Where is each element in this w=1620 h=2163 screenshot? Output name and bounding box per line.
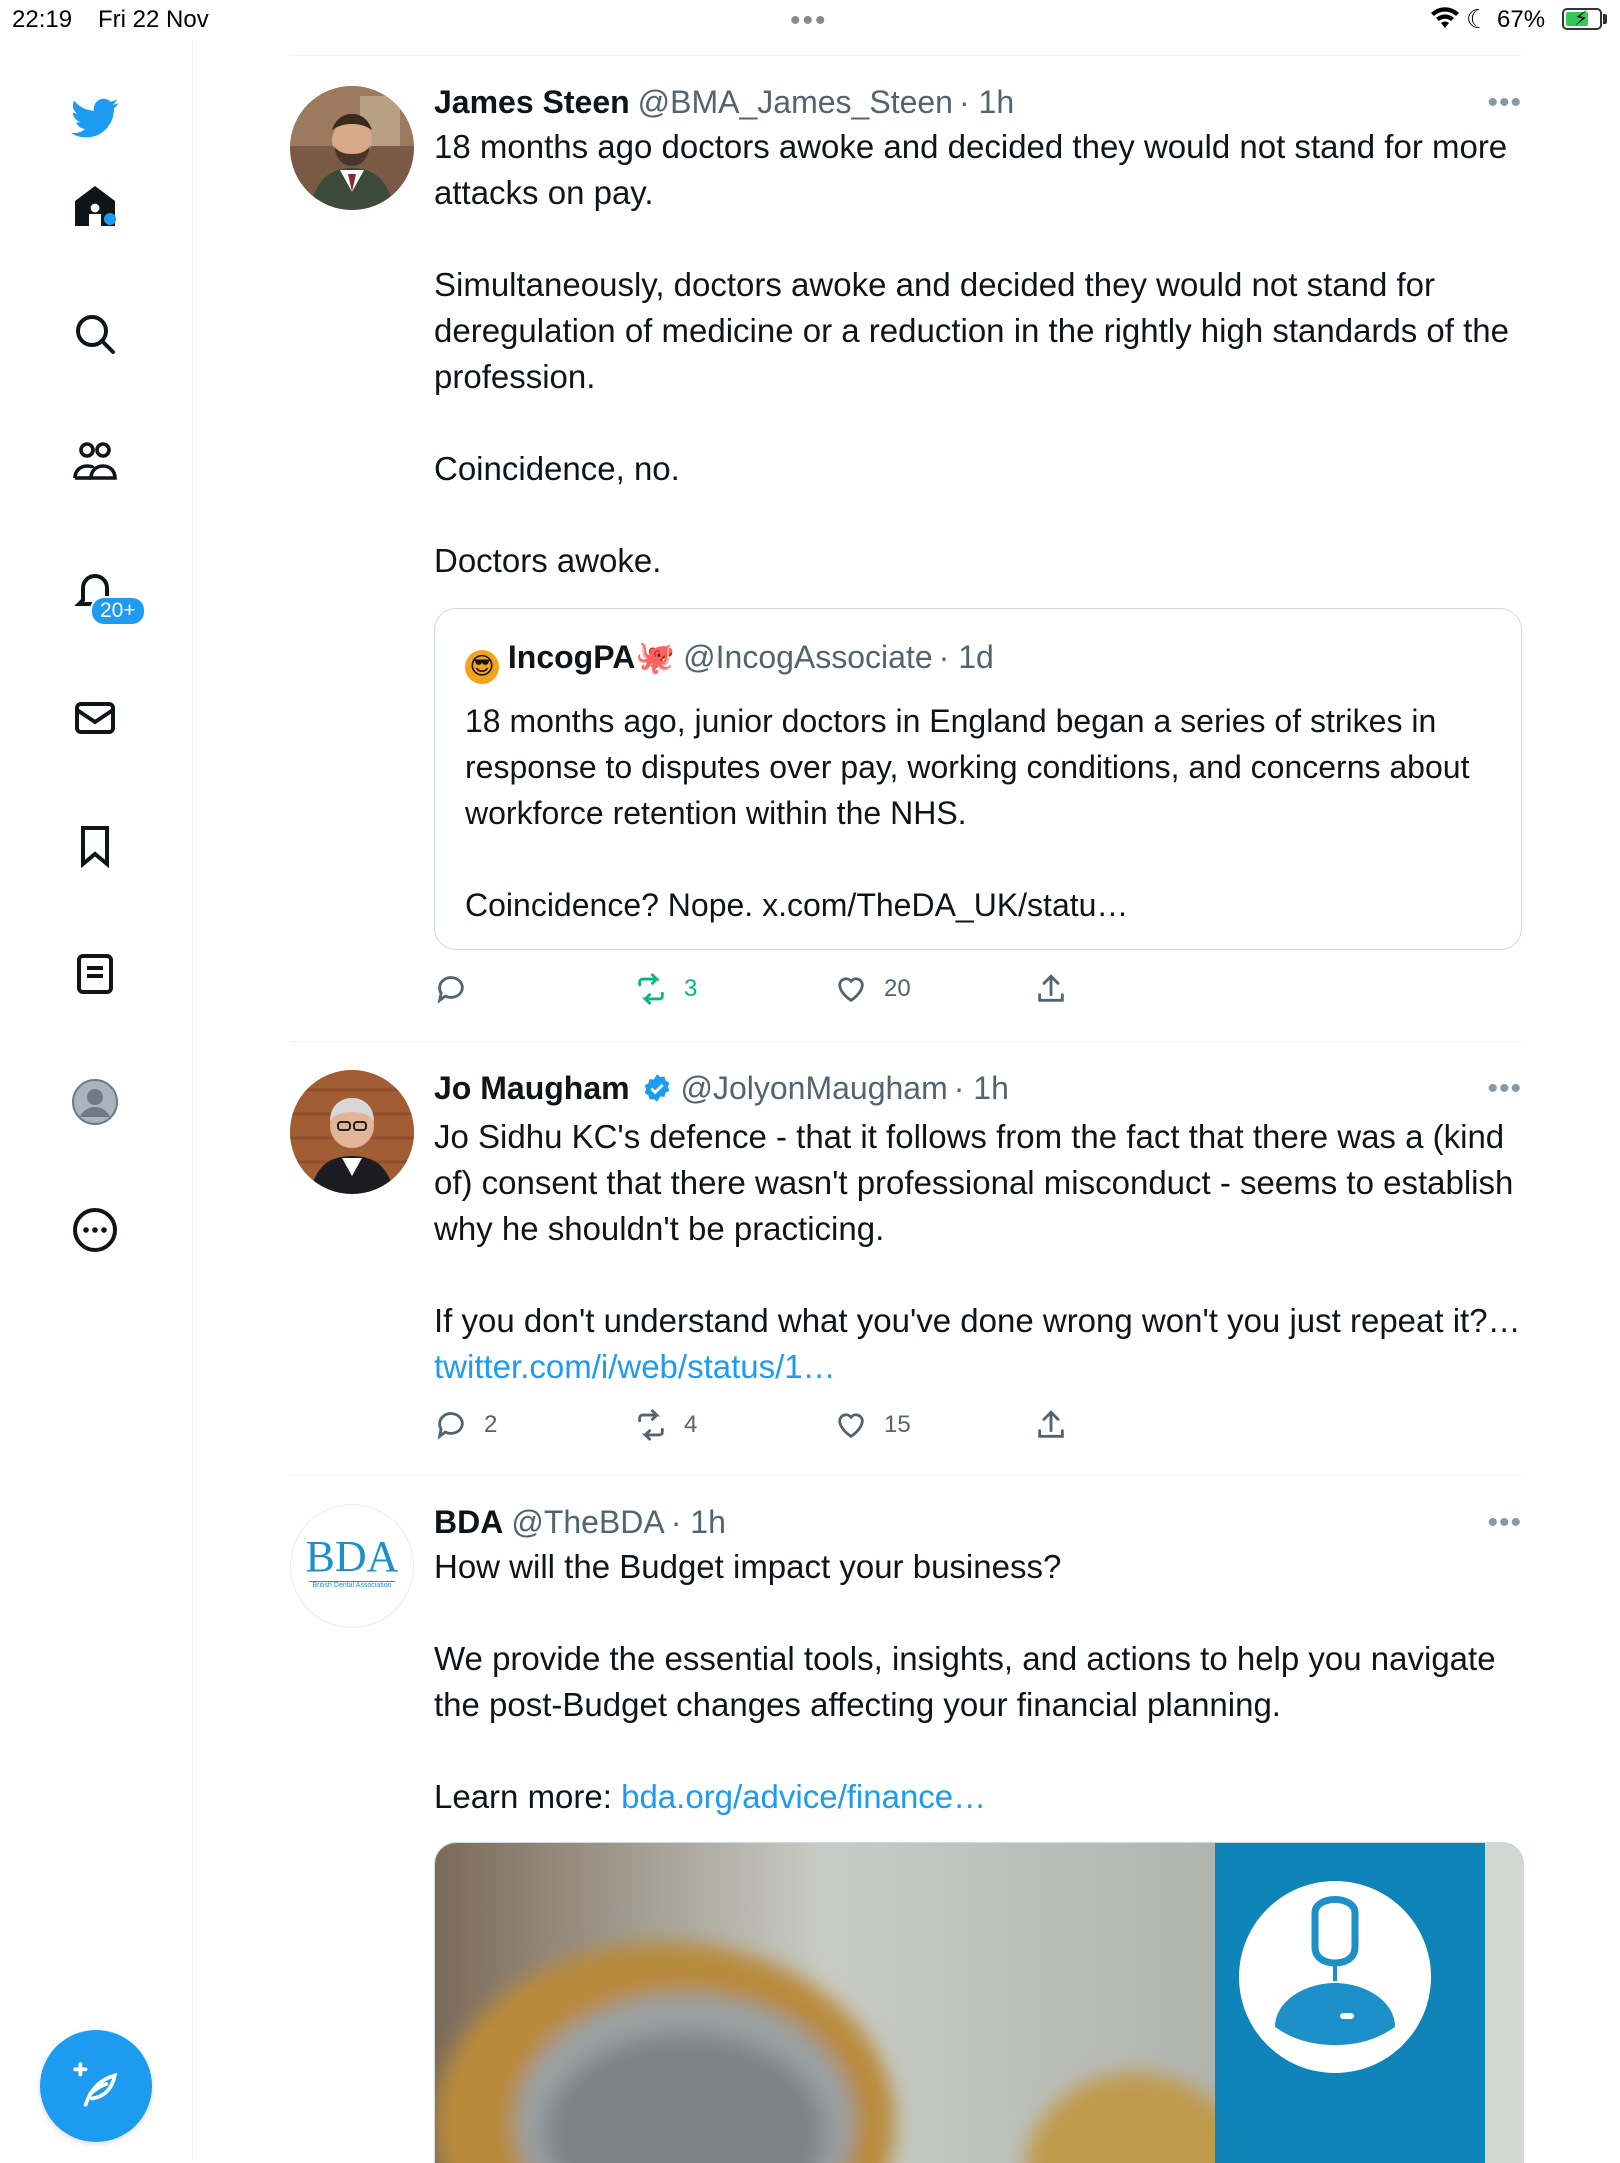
display-name[interactable]: BDA [434, 1504, 504, 1540]
tweet-header [434, 82, 1522, 122]
retweet-button[interactable] [634, 1408, 697, 1442]
quoted-paragraph: Coincidence? Nope. x.com/TheDA_UK/statu… [465, 887, 1129, 923]
tweet-link[interactable]: twitter.com/i/web/status/1… [434, 1348, 836, 1385]
reply-icon [434, 1408, 468, 1442]
user-handle[interactable]: @TheBDA [511, 1504, 665, 1540]
messages-icon[interactable] [67, 690, 123, 746]
reply-count: 2 [484, 1411, 498, 1438]
tweet-more-icon[interactable]: ••• [1487, 86, 1522, 119]
retweet-icon [634, 972, 668, 1006]
tweet-media-image[interactable] [434, 1842, 1524, 2163]
battery-percent: 67% [1497, 6, 1546, 33]
tweet-paragraph-text: If you don't understand what you've done wrong won't you just repeat it?… [434, 1302, 1521, 1339]
multitasking-dots[interactable]: ••• [790, 4, 828, 37]
retweet-count: 3 [684, 975, 698, 1002]
sidebar [0, 40, 193, 2160]
status-time: 22:19 [12, 6, 73, 33]
tweet-paragraph [434, 1298, 1522, 1390]
tweet-paragraph: We provide the essential tools, insights, and actions to help you navigate the post-Budget changes affecting your financial planning. [434, 1640, 1496, 1723]
coins-image [435, 1843, 1523, 2163]
do-not-disturb-icon: ☾ [1466, 4, 1490, 34]
like-count: 15 [884, 1411, 911, 1438]
profile-avatar-icon[interactable] [67, 1074, 123, 1130]
more-options-icon[interactable] [67, 1202, 123, 1258]
heart-icon [834, 1408, 868, 1442]
like-count: 20 [884, 975, 911, 1002]
status-date: Fri 22 Nov [98, 6, 209, 33]
tweet-more-icon[interactable]: ••• [1487, 1506, 1522, 1539]
reply-icon [434, 972, 468, 1006]
tweet-paragraph: How will the Budget impact your business? [434, 1548, 1062, 1585]
share-button[interactable] [1034, 972, 1068, 1006]
tweet-paragraph: Coincidence, no. [434, 450, 680, 487]
retweet-icon [634, 1408, 668, 1442]
quoted-name-emoji: 🐙 [635, 639, 676, 675]
share-button[interactable] [1034, 1408, 1068, 1442]
tweet-text [434, 124, 1522, 584]
tweet-link[interactable]: bda.org/advice/finance… [621, 1778, 987, 1815]
battery-tip [1603, 14, 1607, 24]
tweet-actions [434, 972, 1154, 1012]
wifi-icon [1430, 6, 1460, 37]
tweet-jo-maugham[interactable] [290, 1042, 1522, 1476]
quoted-paragraph: 18 months ago, junior doctors in England began a series of strikes in response to disputes over pay, working conditions, and concerns about workforce retention within the NHS. [465, 703, 1470, 831]
tweet-paragraph: Simultaneously, doctors awoke and decided they would not stand for deregulation of medicine or a reduction in the rightly high standards of the profession. [434, 266, 1509, 395]
reply-button[interactable] [434, 972, 484, 1006]
battery-icon: ⚡ [1562, 8, 1602, 30]
avatar[interactable] [290, 1504, 414, 1628]
tweet-paragraph: 18 months ago doctors awoke and decided they would not stand for more attacks on pay. [434, 128, 1508, 211]
avatar-logo-subtext: British Dental Association [309, 1581, 395, 1589]
quoted-tweet[interactable] [434, 608, 1522, 950]
tweet-text [434, 1114, 1522, 1390]
display-name[interactable]: James Steen [434, 84, 630, 120]
quoted-tweet-text [465, 698, 1491, 928]
quoted-handle: @IncogAssociate [683, 639, 933, 675]
bookmarks-icon[interactable] [67, 818, 123, 874]
retweet-button[interactable] [634, 972, 697, 1006]
quoted-tweet-header [465, 637, 1491, 684]
reply-button[interactable] [434, 1408, 497, 1442]
home-unread-dot [104, 213, 116, 225]
tweet-paragraph: Jo Sidhu KC's defence - that it follows from the fact that there was a (kind of) consent that there wasn't professional misconduct - seems to establish why he shouldn't be practicing. [434, 1118, 1514, 1247]
tweet-time[interactable]: · 1h [670, 1504, 726, 1540]
heart-icon [834, 972, 868, 1006]
avatar[interactable] [290, 1070, 414, 1194]
tweet-header [434, 1068, 1522, 1112]
like-button[interactable] [834, 1408, 911, 1442]
home-icon[interactable] [67, 178, 123, 234]
verified-badge-icon [642, 1072, 672, 1112]
tweet-header [434, 1502, 1522, 1542]
user-handle[interactable]: @BMA_James_Steen [637, 84, 953, 120]
learn-more-label: Learn more: [434, 1778, 622, 1815]
status-bar [0, 0, 1620, 40]
search-icon[interactable] [67, 306, 123, 362]
lists-icon[interactable] [67, 946, 123, 1002]
tweet-paragraph [434, 1774, 1522, 1820]
share-icon [1034, 972, 1068, 1006]
tweet-time[interactable]: · 1h [953, 1070, 1009, 1106]
tweet-time[interactable]: · 1h [958, 84, 1015, 120]
like-button[interactable] [834, 972, 911, 1006]
compose-tweet-button[interactable] [40, 2030, 152, 2142]
tweet-text [434, 1544, 1522, 1820]
twitter-logo-icon[interactable] [67, 90, 123, 146]
tweet-paragraph: Doctors awoke. [434, 542, 662, 579]
user-handle[interactable]: @JolyonMaugham [680, 1070, 948, 1106]
tweet-bda[interactable] [290, 1476, 1522, 2160]
tweet-actions [434, 1408, 1154, 1448]
share-icon [1034, 1408, 1068, 1442]
quoted-display-name: IncogPA [507, 639, 636, 675]
quoted-time: · 1d [938, 639, 994, 675]
display-name[interactable]: Jo Maugham [434, 1070, 630, 1106]
tweet-james-steen[interactable] [290, 56, 1522, 1042]
retweet-count: 4 [684, 1411, 698, 1438]
tweet-more-icon[interactable]: ••• [1487, 1072, 1522, 1105]
avatar-logo-text: BDA [305, 1532, 399, 1581]
avatar[interactable] [290, 86, 414, 210]
communities-icon[interactable] [67, 434, 123, 490]
notifications-badge: 20+ [90, 596, 146, 626]
quoted-avatar: 😎 [465, 650, 499, 684]
